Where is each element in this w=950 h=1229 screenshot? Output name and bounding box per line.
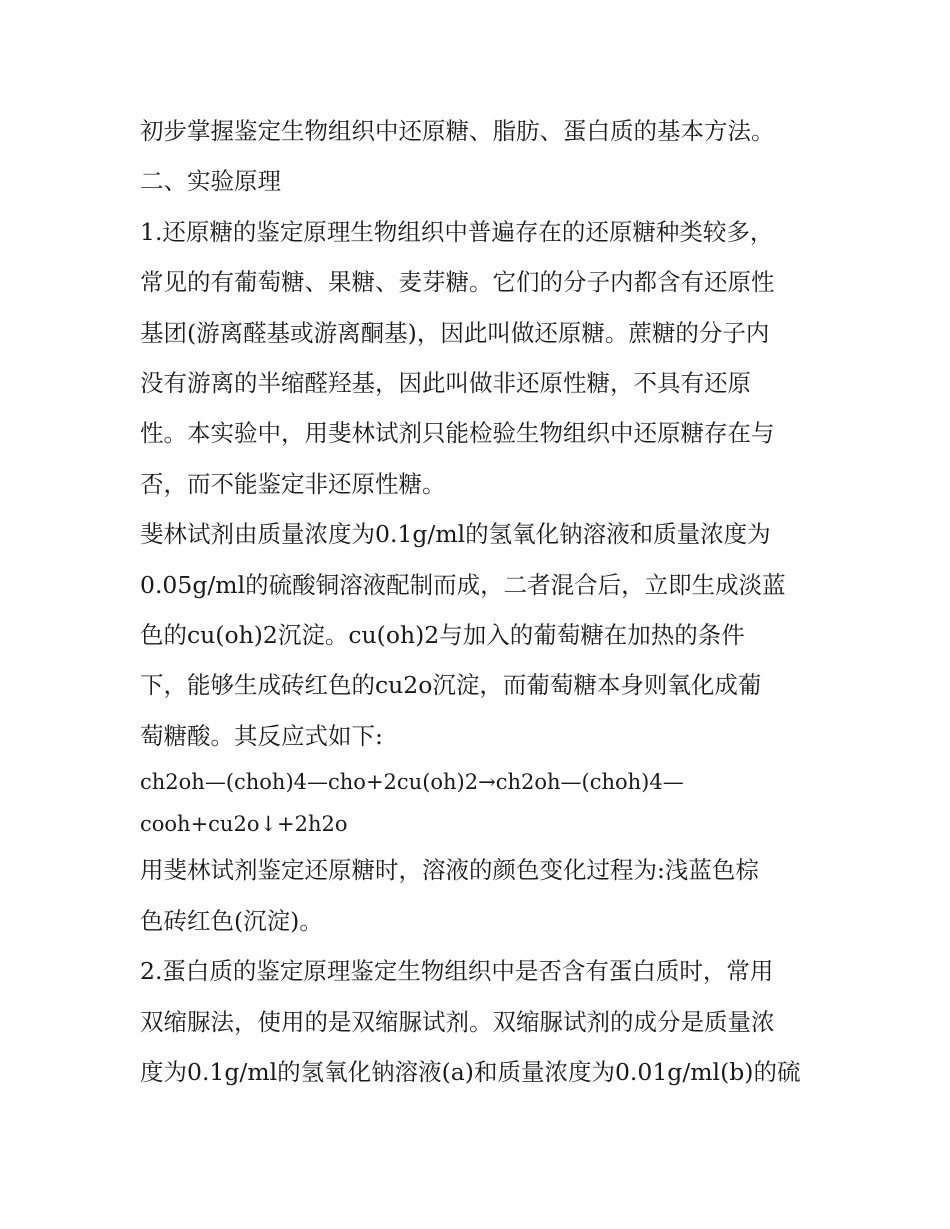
text-line: 没有游离的半缩醛羟基，因此叫做非还原性糖，不具有还原 <box>140 369 751 398</box>
document-body <box>140 106 820 1097</box>
reaction-equation-line: cooh+cu2o↓+2h2o <box>140 812 348 837</box>
text-line: 1.还原糖的鉴定原理生物组织中普遍存在的还原糖种类较多， <box>140 217 774 246</box>
text-line: 萄糖酸。其反应式如下: <box>140 721 383 750</box>
text-line: 色的cu(oh)2沉淀。cu(oh)2与加入的葡萄糖在加热的条件 <box>140 621 745 650</box>
text-line: 0.05g/ml的硫酸铜溶液配制而成，二者混合后，立即生成淡蓝 <box>140 570 786 599</box>
text-line: 用斐林试剂鉴定还原糖时，溶液的颜色变化过程为:浅蓝色棕 <box>140 856 759 885</box>
text-line: 初步掌握鉴定生物组织中还原糖、脂肪、蛋白质的基本方法。 <box>140 117 775 145</box>
text-line: 常见的有葡萄糖、果糖、麦芽糖。它们的分子内都含有还原性 <box>140 268 775 297</box>
text-line: 度为0.1g/ml的氢氧化钠溶液(a)和质量浓度为0.01g/ml(b)的硫 <box>140 1057 801 1086</box>
text-line: 斐林试剂由质量浓度为0.1g/ml的氢氧化钠溶液和质量浓度为 <box>140 520 771 549</box>
text-line: 否，而不能鉴定非还原性糖。 <box>140 469 446 498</box>
text-line: 2.蛋白质的鉴定原理鉴定生物组织中是否含有蛋白质时，常用 <box>140 957 774 986</box>
text-line: 双缩脲法，使用的是双缩脲试剂。双缩脲试剂的成分是质量浓 <box>140 1007 775 1036</box>
text-line: 下，能够生成砖红色的cu2o沉淀，而葡萄糖本身则氧化成葡 <box>140 671 762 700</box>
reaction-equation-line: ch2oh—(choh)4—cho+2cu(oh)2→ch2oh—(choh)4— <box>140 770 684 795</box>
text-line: 色砖红色(沉淀)。 <box>140 906 323 935</box>
text-line: 基团(游离醛基或游离酮基)，因此叫做还原糖。蔗糖的分子内 <box>140 318 770 347</box>
text-line: 性。本实验中，用斐林试剂只能检验生物组织中还原糖存在与 <box>140 419 775 448</box>
section-heading: 二、实验原理 <box>140 167 281 196</box>
